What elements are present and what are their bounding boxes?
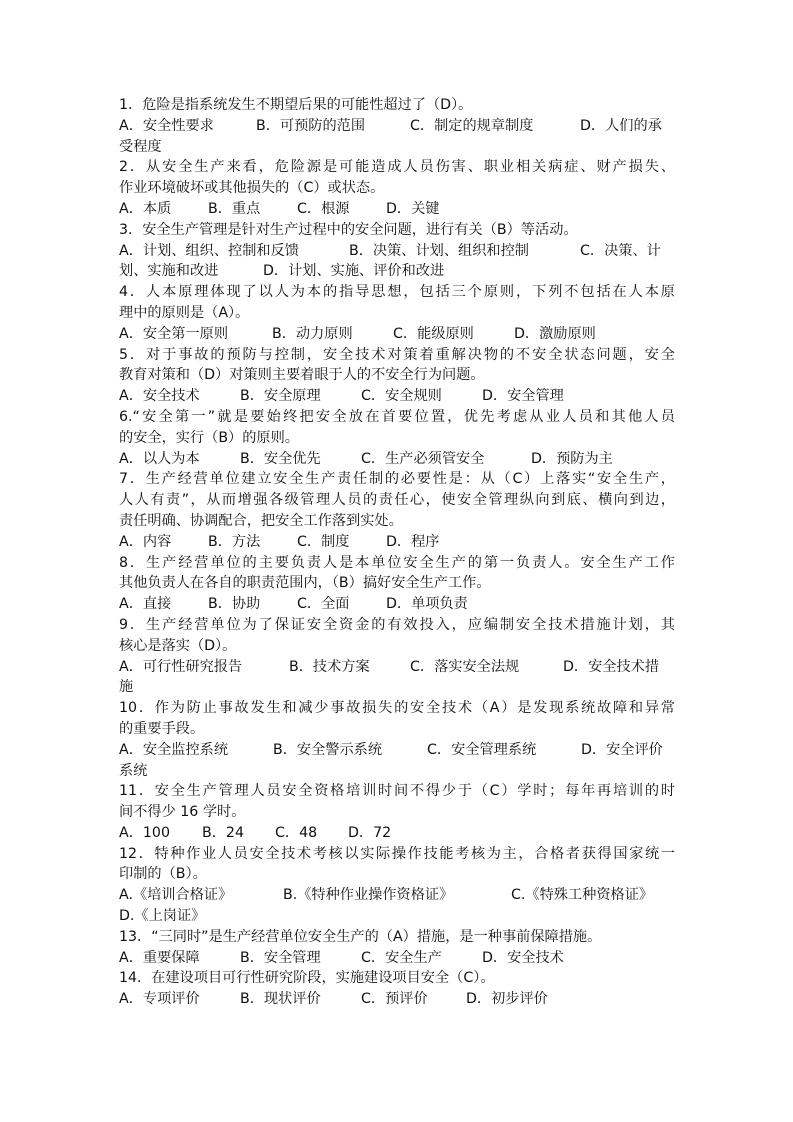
question-line: 责任明确、协调配合，把安全工作落到实处。 bbox=[119, 512, 403, 529]
option-text: C．预评价 bbox=[361, 991, 428, 1008]
question-line: 5．对于事故的预防与控制，安全技术对策着重解决物的不安全状态问题，安全 bbox=[119, 346, 675, 363]
option-text: A．重要保障 bbox=[119, 949, 200, 966]
option-text: B．24 bbox=[202, 824, 244, 841]
question-line: 理中的原则是（A）。 bbox=[119, 304, 250, 321]
question-line: 教育对策和（D）对策则主要着眼于人的不安全行为问题。 bbox=[119, 367, 485, 384]
option-row bbox=[119, 116, 675, 137]
option-text: B.《特种作业操作资格证》 bbox=[283, 887, 454, 904]
option-text: B．安全警示系统 bbox=[273, 741, 383, 758]
question-line: 施 bbox=[119, 679, 134, 696]
question-line: 间不得少 16 学时。 bbox=[119, 804, 246, 821]
option-row bbox=[119, 594, 675, 615]
question-line: 受程度 bbox=[119, 138, 162, 155]
option-row bbox=[119, 885, 675, 906]
option-text: D．程序 bbox=[386, 533, 440, 550]
question-line: 核心是落实（D）。 bbox=[119, 637, 237, 654]
option-text: B．可预防的范围 bbox=[256, 117, 366, 134]
option-text: D．安全评价 bbox=[581, 741, 663, 758]
option-text: C．安全管理系统 bbox=[427, 741, 537, 758]
option-text: B．技术方案 bbox=[289, 658, 370, 675]
question-line: 的重要手段。 bbox=[119, 720, 205, 737]
option-row bbox=[119, 823, 675, 844]
option-text: D．关键 bbox=[386, 200, 440, 217]
question-list bbox=[119, 95, 675, 1010]
option-text: C．决策、计 bbox=[580, 242, 661, 259]
option-text: A．专项评价 bbox=[119, 991, 200, 1008]
option-text: D．初步评价 bbox=[466, 991, 548, 1008]
question-line: 9．生产经营单位为了保证安全资金的有效投入，应编制安全技术措施计划，其 bbox=[119, 616, 675, 633]
question-line: 11．安全生产管理人员安全资格培训时间不得少于（C）学时；每年再培训的时 bbox=[119, 783, 675, 800]
option-row bbox=[119, 449, 675, 470]
option-text: D．人们的承 bbox=[580, 117, 662, 134]
option-text: C．制定的规章制度 bbox=[410, 117, 534, 134]
option-row bbox=[119, 261, 675, 282]
question-line: 7．生产经营单位建立安全生产责任制的必要性是：从（C）上落实“安全生产， bbox=[119, 471, 675, 488]
option-text: A．安全第一原则 bbox=[119, 325, 229, 342]
question-line: 10．作为防止事故发生和减少事故损失的安全技术（A）是发现系统故障和异常 bbox=[119, 700, 675, 717]
option-text: B．现状评价 bbox=[240, 991, 321, 1008]
option-text: D．单项负责 bbox=[386, 596, 468, 613]
option-text: C．制度 bbox=[297, 533, 350, 550]
option-text: A．以人为本 bbox=[119, 450, 200, 467]
option-text: D．安全技术措 bbox=[563, 658, 660, 675]
option-text: A.《培训合格证》 bbox=[119, 887, 233, 904]
option-row bbox=[119, 740, 675, 761]
option-text: A．100 bbox=[119, 824, 170, 841]
option-text: C．安全规则 bbox=[361, 388, 442, 405]
option-text: D．安全技术 bbox=[482, 949, 564, 966]
question-line: 6.“安全第一”就是要始终把安全放在首要位置，优先考虑从业人员和其他人员 bbox=[119, 408, 675, 425]
option-text: A．安全技术 bbox=[119, 388, 200, 405]
option-text: B．安全优先 bbox=[240, 450, 321, 467]
option-text: C.《特殊工种资格证》 bbox=[511, 887, 654, 904]
option-text: D．计划、实施、评价和改进 bbox=[263, 263, 445, 280]
question-line: 的安全，实行（B）的原则。 bbox=[119, 429, 299, 446]
option-row bbox=[119, 199, 675, 220]
option-text: D．72 bbox=[348, 824, 392, 841]
option-row bbox=[119, 948, 675, 969]
option-text: B．安全原理 bbox=[240, 388, 321, 405]
option-text: C．安全生产 bbox=[361, 949, 442, 966]
option-text: C．48 bbox=[275, 824, 318, 841]
question-line: 系统 bbox=[119, 762, 148, 779]
option-text: B．决策、计划、组织和控制 bbox=[349, 242, 529, 259]
option-text: B．动力原则 bbox=[272, 325, 353, 342]
question-line: 作业环境破坏或其他损失的（C）或状态。 bbox=[119, 180, 385, 197]
option-row bbox=[119, 532, 675, 553]
option-text: B．重点 bbox=[208, 200, 261, 217]
option-text: C．生产必须管安全 bbox=[361, 450, 485, 467]
question-line: 8．生产经营单位的主要负责人是本单位安全生产的第一负责人。安全生产工作 bbox=[119, 554, 675, 571]
option-text: D．激励原则 bbox=[514, 325, 596, 342]
option-text: A．本质 bbox=[119, 200, 172, 217]
option-text: A．计划、组织、控制和反馈 bbox=[119, 242, 299, 259]
option-text: D．预防为主 bbox=[531, 450, 613, 467]
option-text: C．能级原则 bbox=[393, 325, 474, 342]
option-row bbox=[119, 657, 675, 678]
option-text: A．可行性研究报告 bbox=[119, 658, 243, 675]
question-line: 3．安全生产管理是针对生产过程中的安全问题，进行有关（B）等活动。 bbox=[119, 221, 578, 238]
question-line: 人人有责”，从而增强各级管理人员的责任心，使安全管理纵向到底、横向到边， bbox=[119, 492, 675, 509]
option-text: C．根源 bbox=[297, 200, 350, 217]
option-row bbox=[119, 386, 675, 407]
option-text: A．安全监控系统 bbox=[119, 741, 229, 758]
option-text: B．协助 bbox=[208, 596, 261, 613]
option-text: D．安全管理 bbox=[482, 388, 564, 405]
option-text: B．方法 bbox=[208, 533, 261, 550]
question-line: 2．从安全生产来看，危险源是可能造成人员伤害、职业相关病症、财产损失、 bbox=[119, 159, 675, 176]
question-line: D.《上岗证》 bbox=[119, 908, 206, 925]
question-line: 其他负责人在各自的职责范围内，（B）搞好安全生产工作。 bbox=[119, 575, 491, 592]
question-line: 13．“三同时”是生产经营单位安全生产的（A）措施，是一种事前保障措施。 bbox=[119, 928, 602, 945]
option-row bbox=[119, 989, 675, 1010]
option-text: C．全面 bbox=[297, 596, 350, 613]
option-row bbox=[119, 241, 675, 262]
question-line: 12．特种作业人员安全技术考核以实际操作技能考核为主，合格者获得国家统一 bbox=[119, 845, 675, 862]
option-text: A．安全性要求 bbox=[119, 117, 214, 134]
option-text: C．落实安全法规 bbox=[410, 658, 520, 675]
question-line: 4．人本原理体现了以人为本的指导思想，包括三个原则，下列不包括在人本原 bbox=[119, 284, 675, 301]
option-text: A．直接 bbox=[119, 596, 172, 613]
option-text: 划、实施和改进 bbox=[119, 263, 219, 280]
option-text: B．安全管理 bbox=[240, 949, 321, 966]
question-line: 印制的（B）。 bbox=[119, 866, 207, 883]
question-line: 14．在建设项目可行性研究阶段，实施建设项目安全（C）。 bbox=[119, 970, 495, 987]
option-row bbox=[119, 324, 675, 345]
question-line: 1．危险是指系统发生不期望后果的可能性超过了（D）。 bbox=[119, 97, 473, 113]
option-text: A．内容 bbox=[119, 533, 172, 550]
